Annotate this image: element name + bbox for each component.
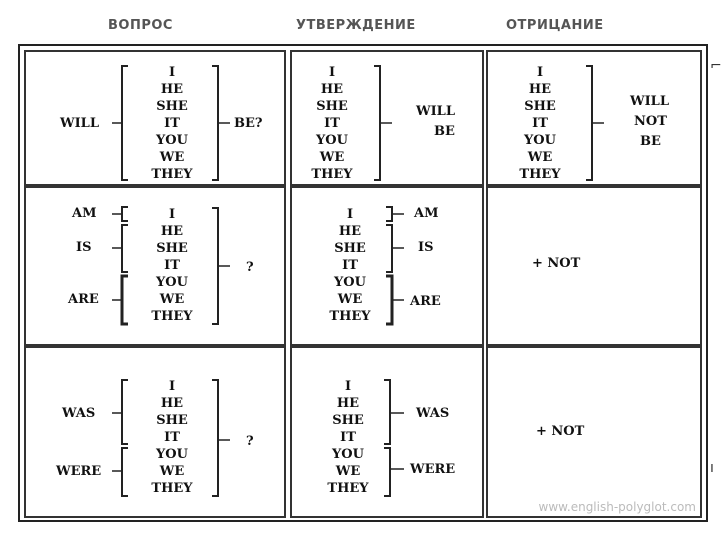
header-affirmative: УТВЕРЖДЕНИЕ — [296, 18, 416, 33]
will-label: WILL — [630, 94, 669, 109]
will-label: WILL — [60, 116, 99, 131]
brackets — [292, 348, 486, 520]
pronoun-list: I HE SHE IT YOU WE THEY — [327, 379, 369, 496]
pronoun-list: I HE SHE IT YOU WE THEY — [151, 207, 193, 324]
were-label: WERE — [56, 464, 102, 479]
was-label: WAS — [62, 406, 96, 421]
cell-r1-negative — [486, 50, 702, 186]
watermark: www.english-polyglot.com — [538, 500, 696, 514]
cell-r2-affirmative — [290, 186, 484, 346]
is-label: IS — [418, 240, 434, 255]
were-label: WERE — [410, 462, 456, 477]
are-label: ARE — [68, 292, 99, 307]
brackets — [292, 52, 486, 188]
was-label: WAS — [416, 406, 450, 421]
pronoun-list: I HE SHE IT YOU WE THEY — [151, 65, 193, 182]
pronoun-list: I HE SHE IT YOU WE THEY — [311, 65, 353, 182]
pronoun-list: I HE SHE IT YOU WE THEY — [151, 379, 193, 496]
header-question: ВОПРОС — [108, 18, 173, 33]
cell-r3-affirmative — [290, 346, 484, 518]
corner-mark-top: ⌐ — [710, 58, 722, 74]
not-label: NOT — [634, 114, 667, 129]
cell-r3-question — [24, 346, 286, 518]
cell-r2-negative — [486, 186, 702, 346]
plus-not-label: + NOT — [536, 424, 585, 439]
brackets — [26, 188, 288, 348]
cell-r3-negative — [486, 346, 702, 518]
am-label: AM — [414, 206, 439, 221]
am-label: AM — [72, 206, 97, 221]
corner-mark-bottom: ı — [710, 460, 714, 476]
pronoun-list: I HE SHE IT YOU WE THEY — [519, 65, 561, 182]
be-label: BE — [640, 134, 661, 149]
question-mark: ? — [246, 260, 254, 275]
brackets — [26, 348, 288, 520]
cell-r1-question — [24, 50, 286, 186]
be-label: BE — [434, 124, 455, 139]
will-label: WILL — [416, 104, 455, 119]
is-label: IS — [76, 240, 92, 255]
grammar-table — [18, 44, 708, 522]
cell-r1-affirmative — [290, 50, 484, 186]
cell-r2-question — [24, 186, 286, 346]
brackets — [488, 52, 704, 188]
plus-not-label: + NOT — [532, 256, 581, 271]
header-negative: ОТРИЦАНИЕ — [506, 18, 604, 33]
brackets — [26, 52, 288, 188]
brackets — [292, 188, 486, 348]
are-label: ARE — [410, 294, 441, 309]
question-mark: ? — [246, 434, 254, 449]
be-question-label: BE? — [234, 116, 263, 131]
pronoun-list: I HE SHE IT YOU WE THEY — [329, 207, 371, 324]
